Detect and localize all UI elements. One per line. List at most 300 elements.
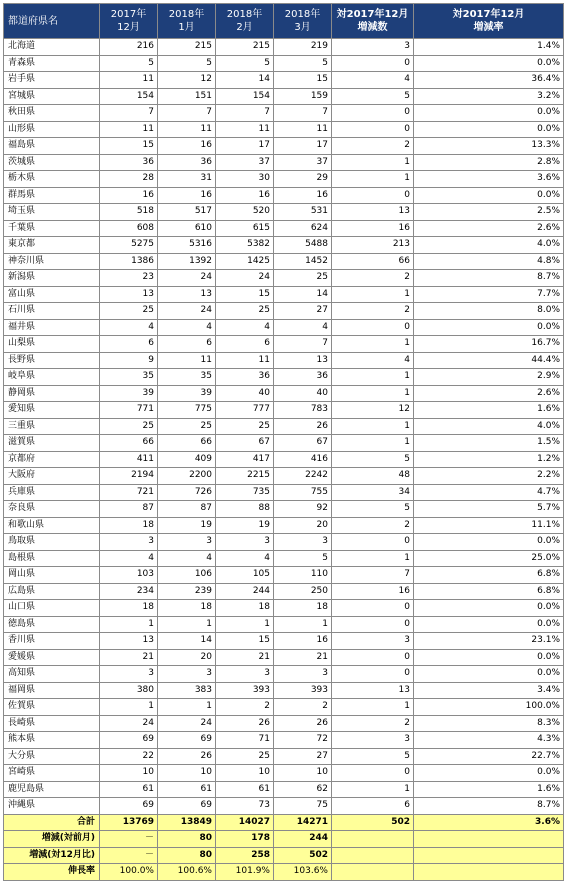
cell-prefecture: 長野県 bbox=[4, 352, 100, 369]
cell-count-2017-12: 608 bbox=[100, 220, 158, 237]
cell-diff-rate: 3.4% bbox=[414, 682, 564, 699]
vs-dec-row bbox=[4, 847, 564, 864]
cell-count-2018-03: 62 bbox=[274, 781, 332, 798]
cell-diff-count: 3 bbox=[332, 633, 414, 650]
cell-diff-rate: 23.1% bbox=[414, 633, 564, 650]
cell-diff-rate: 8.0% bbox=[414, 303, 564, 320]
cell-count-2018-03: 67 bbox=[274, 435, 332, 452]
table-row bbox=[4, 715, 564, 732]
cell-diff-rate: 4.3% bbox=[414, 732, 564, 749]
vs-dec-diff-count bbox=[332, 847, 414, 864]
cell-count-2017-12: 2194 bbox=[100, 468, 158, 485]
cell-count-2018-01: 35 bbox=[158, 369, 216, 386]
table-row bbox=[4, 484, 564, 501]
cell-prefecture: 富山県 bbox=[4, 286, 100, 303]
cell-diff-count: 213 bbox=[332, 237, 414, 254]
cell-diff-rate: 2.9% bbox=[414, 369, 564, 386]
cell-prefecture: 新潟県 bbox=[4, 270, 100, 287]
cell-count-2017-12: 18 bbox=[100, 517, 158, 534]
cell-count-2018-03: 219 bbox=[274, 39, 332, 56]
table-row bbox=[4, 666, 564, 683]
cell-diff-rate: 2.6% bbox=[414, 220, 564, 237]
table-row bbox=[4, 418, 564, 435]
cell-count-2018-01: 20 bbox=[158, 649, 216, 666]
cell-count-2017-12: 11 bbox=[100, 72, 158, 89]
cell-prefecture: 岐阜県 bbox=[4, 369, 100, 386]
mom-row bbox=[4, 831, 564, 848]
cell-diff-count: 0 bbox=[332, 534, 414, 551]
cell-count-2018-03: 5 bbox=[274, 550, 332, 567]
growth-diff-count bbox=[332, 864, 414, 881]
cell-count-2018-03: 5 bbox=[274, 55, 332, 72]
cell-count-2018-03: 3 bbox=[274, 666, 332, 683]
cell-count-2018-02: 2215 bbox=[216, 468, 274, 485]
cell-count-2018-01: 610 bbox=[158, 220, 216, 237]
cell-count-2017-12: 10 bbox=[100, 765, 158, 782]
cell-count-2018-03: 2 bbox=[274, 699, 332, 716]
cell-count-2018-01: 16 bbox=[158, 187, 216, 204]
table-row bbox=[4, 336, 564, 353]
cell-diff-rate: 11.1% bbox=[414, 517, 564, 534]
cell-count-2018-01: 239 bbox=[158, 583, 216, 600]
cell-count-2017-12: 380 bbox=[100, 682, 158, 699]
cell-count-2017-12: 216 bbox=[100, 39, 158, 56]
cell-prefecture: 岡山県 bbox=[4, 567, 100, 584]
cell-count-2018-01: 6 bbox=[158, 336, 216, 353]
cell-count-2018-02: 7 bbox=[216, 105, 274, 122]
cell-diff-count: 4 bbox=[332, 72, 414, 89]
cell-count-2018-03: 10 bbox=[274, 765, 332, 782]
cell-count-2018-03: 250 bbox=[274, 583, 332, 600]
cell-diff-rate: 6.8% bbox=[414, 583, 564, 600]
cell-count-2018-01: 11 bbox=[158, 121, 216, 138]
cell-count-2018-03: 18 bbox=[274, 600, 332, 617]
cell-count-2018-02: 215 bbox=[216, 39, 274, 56]
cell-count-2018-02: 1425 bbox=[216, 253, 274, 270]
cell-count-2017-12: 22 bbox=[100, 748, 158, 765]
cell-diff-rate: 1.6% bbox=[414, 781, 564, 798]
table-row bbox=[4, 220, 564, 237]
table-body bbox=[4, 39, 564, 815]
cell-count-2018-02: 105 bbox=[216, 567, 274, 584]
mom-diff-count bbox=[332, 831, 414, 848]
cell-count-2018-03: 37 bbox=[274, 154, 332, 171]
cell-prefecture: 静岡県 bbox=[4, 385, 100, 402]
header-2017-12: 2017年 12月 bbox=[100, 4, 158, 39]
cell-prefecture: 秋田県 bbox=[4, 105, 100, 122]
cell-prefecture: 山口県 bbox=[4, 600, 100, 617]
cell-count-2018-02: 5382 bbox=[216, 237, 274, 254]
cell-count-2018-03: 755 bbox=[274, 484, 332, 501]
cell-count-2017-12: 1386 bbox=[100, 253, 158, 270]
cell-count-2018-02: 154 bbox=[216, 88, 274, 105]
cell-prefecture: 島根県 bbox=[4, 550, 100, 567]
cell-diff-rate: 2.2% bbox=[414, 468, 564, 485]
table-row bbox=[4, 154, 564, 171]
cell-count-2018-01: 18 bbox=[158, 600, 216, 617]
cell-count-2018-01: 10 bbox=[158, 765, 216, 782]
table-row bbox=[4, 303, 564, 320]
cell-prefecture: 長崎県 bbox=[4, 715, 100, 732]
table-row bbox=[4, 468, 564, 485]
cell-count-2018-01: 409 bbox=[158, 451, 216, 468]
cell-count-2018-02: 735 bbox=[216, 484, 274, 501]
table-row bbox=[4, 253, 564, 270]
cell-count-2018-02: 40 bbox=[216, 385, 274, 402]
cell-diff-rate: 1.6% bbox=[414, 402, 564, 419]
cell-count-2018-03: 72 bbox=[274, 732, 332, 749]
cell-count-2018-02: 777 bbox=[216, 402, 274, 419]
cell-diff-rate: 0.0% bbox=[414, 319, 564, 336]
cell-count-2018-01: 13 bbox=[158, 286, 216, 303]
cell-diff-count: 0 bbox=[332, 666, 414, 683]
cell-diff-count: 2 bbox=[332, 517, 414, 534]
cell-diff-rate: 44.4% bbox=[414, 352, 564, 369]
cell-count-2018-03: 16 bbox=[274, 633, 332, 650]
cell-count-2018-01: 61 bbox=[158, 781, 216, 798]
cell-count-2018-02: 14 bbox=[216, 72, 274, 89]
table-footer bbox=[4, 814, 564, 880]
vs-dec-2017-12: － bbox=[100, 847, 158, 864]
cell-diff-rate: 100.0% bbox=[414, 699, 564, 716]
cell-prefecture: 福島県 bbox=[4, 138, 100, 155]
cell-count-2018-03: 26 bbox=[274, 715, 332, 732]
cell-diff-rate: 4.7% bbox=[414, 484, 564, 501]
cell-prefecture: 熊本県 bbox=[4, 732, 100, 749]
cell-count-2018-01: 25 bbox=[158, 418, 216, 435]
cell-diff-count: 0 bbox=[332, 765, 414, 782]
cell-count-2017-12: 4 bbox=[100, 550, 158, 567]
cell-count-2017-12: 13 bbox=[100, 633, 158, 650]
cell-count-2018-02: 3 bbox=[216, 666, 274, 683]
cell-count-2017-12: 1 bbox=[100, 616, 158, 633]
cell-count-2017-12: 66 bbox=[100, 435, 158, 452]
cell-diff-rate: 0.0% bbox=[414, 55, 564, 72]
cell-count-2018-02: 25 bbox=[216, 418, 274, 435]
table-row bbox=[4, 633, 564, 650]
cell-diff-rate: 6.8% bbox=[414, 567, 564, 584]
cell-count-2018-02: 36 bbox=[216, 369, 274, 386]
cell-prefecture: 大分県 bbox=[4, 748, 100, 765]
cell-count-2018-01: 39 bbox=[158, 385, 216, 402]
cell-prefecture: 兵庫県 bbox=[4, 484, 100, 501]
cell-count-2018-01: 14 bbox=[158, 633, 216, 650]
cell-diff-rate: 3.6% bbox=[414, 171, 564, 188]
table-row bbox=[4, 435, 564, 452]
cell-count-2017-12: 24 bbox=[100, 715, 158, 732]
cell-diff-count: 1 bbox=[332, 369, 414, 386]
cell-diff-rate: 36.4% bbox=[414, 72, 564, 89]
cell-diff-count: 1 bbox=[332, 385, 414, 402]
cell-diff-rate: 5.7% bbox=[414, 501, 564, 518]
cell-diff-count: 1 bbox=[332, 286, 414, 303]
cell-count-2018-02: 15 bbox=[216, 286, 274, 303]
cell-count-2018-01: 1 bbox=[158, 699, 216, 716]
cell-diff-rate: 4.0% bbox=[414, 237, 564, 254]
cell-prefecture: 佐賀県 bbox=[4, 699, 100, 716]
cell-count-2018-01: 24 bbox=[158, 270, 216, 287]
cell-diff-count: 48 bbox=[332, 468, 414, 485]
mom-label: 増減(対前月) bbox=[4, 831, 100, 848]
cell-diff-rate: 1.5% bbox=[414, 435, 564, 452]
cell-count-2017-12: 18 bbox=[100, 600, 158, 617]
cell-count-2017-12: 25 bbox=[100, 303, 158, 320]
cell-count-2018-01: 1392 bbox=[158, 253, 216, 270]
table-row bbox=[4, 550, 564, 567]
cell-count-2018-01: 4 bbox=[158, 319, 216, 336]
cell-diff-count: 0 bbox=[332, 600, 414, 617]
cell-prefecture: 山梨県 bbox=[4, 336, 100, 353]
cell-count-2018-02: 11 bbox=[216, 121, 274, 138]
cell-count-2018-03: 16 bbox=[274, 187, 332, 204]
cell-prefecture: 東京都 bbox=[4, 237, 100, 254]
cell-count-2018-02: 1 bbox=[216, 616, 274, 633]
cell-count-2018-01: 11 bbox=[158, 352, 216, 369]
total-row bbox=[4, 814, 564, 831]
cell-count-2018-03: 11 bbox=[274, 121, 332, 138]
cell-diff-count: 1 bbox=[332, 550, 414, 567]
cell-diff-rate: 0.0% bbox=[414, 765, 564, 782]
mom-2018-03: 244 bbox=[274, 831, 332, 848]
cell-count-2018-03: 27 bbox=[274, 748, 332, 765]
cell-diff-count: 5 bbox=[332, 501, 414, 518]
cell-count-2017-12: 3 bbox=[100, 534, 158, 551]
cell-diff-rate: 0.0% bbox=[414, 105, 564, 122]
table-row bbox=[4, 319, 564, 336]
cell-count-2018-01: 36 bbox=[158, 154, 216, 171]
cell-count-2018-01: 3 bbox=[158, 666, 216, 683]
cell-count-2018-01: 26 bbox=[158, 748, 216, 765]
cell-count-2018-01: 31 bbox=[158, 171, 216, 188]
cell-count-2018-03: 5488 bbox=[274, 237, 332, 254]
table-row bbox=[4, 732, 564, 749]
cell-diff-rate: 2.5% bbox=[414, 204, 564, 221]
cell-diff-count: 34 bbox=[332, 484, 414, 501]
cell-diff-rate: 25.0% bbox=[414, 550, 564, 567]
table-row bbox=[4, 352, 564, 369]
cell-count-2017-12: 411 bbox=[100, 451, 158, 468]
cell-count-2018-01: 4 bbox=[158, 550, 216, 567]
cell-prefecture: 北海道 bbox=[4, 39, 100, 56]
vs-dec-2018-01: 80 bbox=[158, 847, 216, 864]
table-row bbox=[4, 55, 564, 72]
cell-count-2018-02: 21 bbox=[216, 649, 274, 666]
cell-prefecture: 滋賀県 bbox=[4, 435, 100, 452]
header-2018-02: 2018年 2月 bbox=[216, 4, 274, 39]
cell-prefecture: 石川県 bbox=[4, 303, 100, 320]
growth-label: 伸長率 bbox=[4, 864, 100, 881]
header-diff-rate: 対2017年12月 増減率 bbox=[414, 4, 564, 39]
cell-count-2018-02: 5 bbox=[216, 55, 274, 72]
cell-count-2018-02: 37 bbox=[216, 154, 274, 171]
table-row bbox=[4, 534, 564, 551]
cell-count-2017-12: 61 bbox=[100, 781, 158, 798]
table-row bbox=[4, 39, 564, 56]
cell-count-2017-12: 16 bbox=[100, 187, 158, 204]
growth-2018-01: 100.6% bbox=[158, 864, 216, 881]
cell-count-2018-02: 61 bbox=[216, 781, 274, 798]
cell-prefecture: 三重県 bbox=[4, 418, 100, 435]
total-2018-02: 14027 bbox=[216, 814, 274, 831]
cell-diff-count: 3 bbox=[332, 732, 414, 749]
cell-prefecture: 高知県 bbox=[4, 666, 100, 683]
vs-dec-2018-03: 502 bbox=[274, 847, 332, 864]
cell-prefecture: 大阪府 bbox=[4, 468, 100, 485]
total-diff-rate: 3.6% bbox=[414, 814, 564, 831]
cell-diff-count: 1 bbox=[332, 781, 414, 798]
cell-count-2018-01: 383 bbox=[158, 682, 216, 699]
cell-count-2018-03: 21 bbox=[274, 649, 332, 666]
cell-count-2017-12: 103 bbox=[100, 567, 158, 584]
cell-diff-rate: 0.0% bbox=[414, 600, 564, 617]
cell-prefecture: 埼玉県 bbox=[4, 204, 100, 221]
vs-dec-label: 増減(対12月比) bbox=[4, 847, 100, 864]
cell-diff-rate: 1.4% bbox=[414, 39, 564, 56]
cell-prefecture: 沖縄県 bbox=[4, 798, 100, 815]
cell-prefecture: 宮城県 bbox=[4, 88, 100, 105]
cell-count-2018-03: 531 bbox=[274, 204, 332, 221]
cell-prefecture: 広島県 bbox=[4, 583, 100, 600]
cell-count-2017-12: 154 bbox=[100, 88, 158, 105]
header-2018-01: 2018年 1月 bbox=[158, 4, 216, 39]
cell-count-2017-12: 69 bbox=[100, 732, 158, 749]
cell-count-2018-02: 17 bbox=[216, 138, 274, 155]
cell-diff-count: 2 bbox=[332, 270, 414, 287]
total-2017-12: 13769 bbox=[100, 814, 158, 831]
cell-prefecture: 山形県 bbox=[4, 121, 100, 138]
cell-count-2018-02: 11 bbox=[216, 352, 274, 369]
cell-count-2018-02: 520 bbox=[216, 204, 274, 221]
cell-count-2018-03: 7 bbox=[274, 336, 332, 353]
cell-diff-count: 13 bbox=[332, 682, 414, 699]
cell-diff-rate: 4.0% bbox=[414, 418, 564, 435]
cell-count-2018-02: 19 bbox=[216, 517, 274, 534]
table-row bbox=[4, 88, 564, 105]
cell-count-2018-03: 15 bbox=[274, 72, 332, 89]
cell-count-2018-03: 624 bbox=[274, 220, 332, 237]
cell-count-2018-02: 3 bbox=[216, 534, 274, 551]
cell-count-2017-12: 7 bbox=[100, 105, 158, 122]
cell-prefecture: 茨城県 bbox=[4, 154, 100, 171]
table-row bbox=[4, 682, 564, 699]
cell-count-2018-01: 726 bbox=[158, 484, 216, 501]
cell-diff-count: 13 bbox=[332, 204, 414, 221]
cell-diff-rate: 0.0% bbox=[414, 121, 564, 138]
cell-count-2018-02: 2 bbox=[216, 699, 274, 716]
cell-diff-count: 2 bbox=[332, 715, 414, 732]
cell-diff-rate: 2.6% bbox=[414, 385, 564, 402]
cell-count-2017-12: 518 bbox=[100, 204, 158, 221]
header-row bbox=[4, 4, 564, 39]
table-row bbox=[4, 600, 564, 617]
cell-diff-rate: 22.7% bbox=[414, 748, 564, 765]
cell-count-2018-01: 3 bbox=[158, 534, 216, 551]
prefecture-table-container bbox=[3, 3, 563, 881]
cell-count-2017-12: 234 bbox=[100, 583, 158, 600]
cell-count-2018-02: 16 bbox=[216, 187, 274, 204]
total-2018-01: 13849 bbox=[158, 814, 216, 831]
cell-count-2018-01: 19 bbox=[158, 517, 216, 534]
total-label: 合計 bbox=[4, 814, 100, 831]
table-row bbox=[4, 369, 564, 386]
cell-count-2018-03: 7 bbox=[274, 105, 332, 122]
cell-prefecture: 福井県 bbox=[4, 319, 100, 336]
cell-count-2018-03: 2242 bbox=[274, 468, 332, 485]
total-2018-03: 14271 bbox=[274, 814, 332, 831]
cell-count-2017-12: 69 bbox=[100, 798, 158, 815]
cell-diff-rate: 0.0% bbox=[414, 534, 564, 551]
growth-2018-03: 103.6% bbox=[274, 864, 332, 881]
cell-diff-rate: 13.3% bbox=[414, 138, 564, 155]
cell-diff-rate: 8.7% bbox=[414, 798, 564, 815]
table-row bbox=[4, 286, 564, 303]
total-diff-count: 502 bbox=[332, 814, 414, 831]
mom-2017-12: － bbox=[100, 831, 158, 848]
cell-count-2017-12: 11 bbox=[100, 121, 158, 138]
cell-count-2017-12: 21 bbox=[100, 649, 158, 666]
table-row bbox=[4, 781, 564, 798]
cell-count-2018-02: 30 bbox=[216, 171, 274, 188]
prefecture-count-table bbox=[3, 3, 564, 881]
cell-count-2018-03: 29 bbox=[274, 171, 332, 188]
cell-diff-rate: 0.0% bbox=[414, 649, 564, 666]
cell-prefecture: 鹿児島県 bbox=[4, 781, 100, 798]
cell-count-2018-02: 615 bbox=[216, 220, 274, 237]
cell-count-2018-03: 783 bbox=[274, 402, 332, 419]
cell-count-2018-02: 4 bbox=[216, 550, 274, 567]
cell-count-2018-03: 4 bbox=[274, 319, 332, 336]
cell-diff-count: 5 bbox=[332, 451, 414, 468]
cell-count-2018-03: 159 bbox=[274, 88, 332, 105]
cell-count-2018-01: 69 bbox=[158, 732, 216, 749]
table-row bbox=[4, 699, 564, 716]
cell-count-2018-02: 73 bbox=[216, 798, 274, 815]
cell-diff-count: 1 bbox=[332, 418, 414, 435]
cell-diff-rate: 16.7% bbox=[414, 336, 564, 353]
table-row bbox=[4, 121, 564, 138]
cell-count-2018-03: 36 bbox=[274, 369, 332, 386]
cell-count-2018-01: 7 bbox=[158, 105, 216, 122]
cell-count-2018-01: 1 bbox=[158, 616, 216, 633]
cell-count-2018-02: 24 bbox=[216, 270, 274, 287]
cell-diff-rate: 2.8% bbox=[414, 154, 564, 171]
table-row bbox=[4, 517, 564, 534]
cell-count-2018-01: 5316 bbox=[158, 237, 216, 254]
cell-count-2017-12: 25 bbox=[100, 418, 158, 435]
cell-count-2018-03: 416 bbox=[274, 451, 332, 468]
cell-count-2018-03: 1452 bbox=[274, 253, 332, 270]
cell-prefecture: 鳥取県 bbox=[4, 534, 100, 551]
cell-prefecture: 京都府 bbox=[4, 451, 100, 468]
vs-dec-2018-02: 258 bbox=[216, 847, 274, 864]
cell-count-2018-01: 16 bbox=[158, 138, 216, 155]
cell-count-2018-01: 106 bbox=[158, 567, 216, 584]
cell-count-2018-03: 40 bbox=[274, 385, 332, 402]
cell-diff-rate: 8.7% bbox=[414, 270, 564, 287]
cell-count-2018-03: 75 bbox=[274, 798, 332, 815]
cell-prefecture: 群馬県 bbox=[4, 187, 100, 204]
cell-count-2017-12: 6 bbox=[100, 336, 158, 353]
cell-count-2017-12: 3 bbox=[100, 666, 158, 683]
header-diff-count: 対2017年12月 増減数 bbox=[332, 4, 414, 39]
cell-count-2018-02: 25 bbox=[216, 303, 274, 320]
cell-diff-rate: 0.0% bbox=[414, 666, 564, 683]
cell-diff-rate: 1.2% bbox=[414, 451, 564, 468]
cell-diff-count: 6 bbox=[332, 798, 414, 815]
cell-count-2018-02: 244 bbox=[216, 583, 274, 600]
cell-diff-count: 4 bbox=[332, 352, 414, 369]
cell-count-2018-03: 92 bbox=[274, 501, 332, 518]
